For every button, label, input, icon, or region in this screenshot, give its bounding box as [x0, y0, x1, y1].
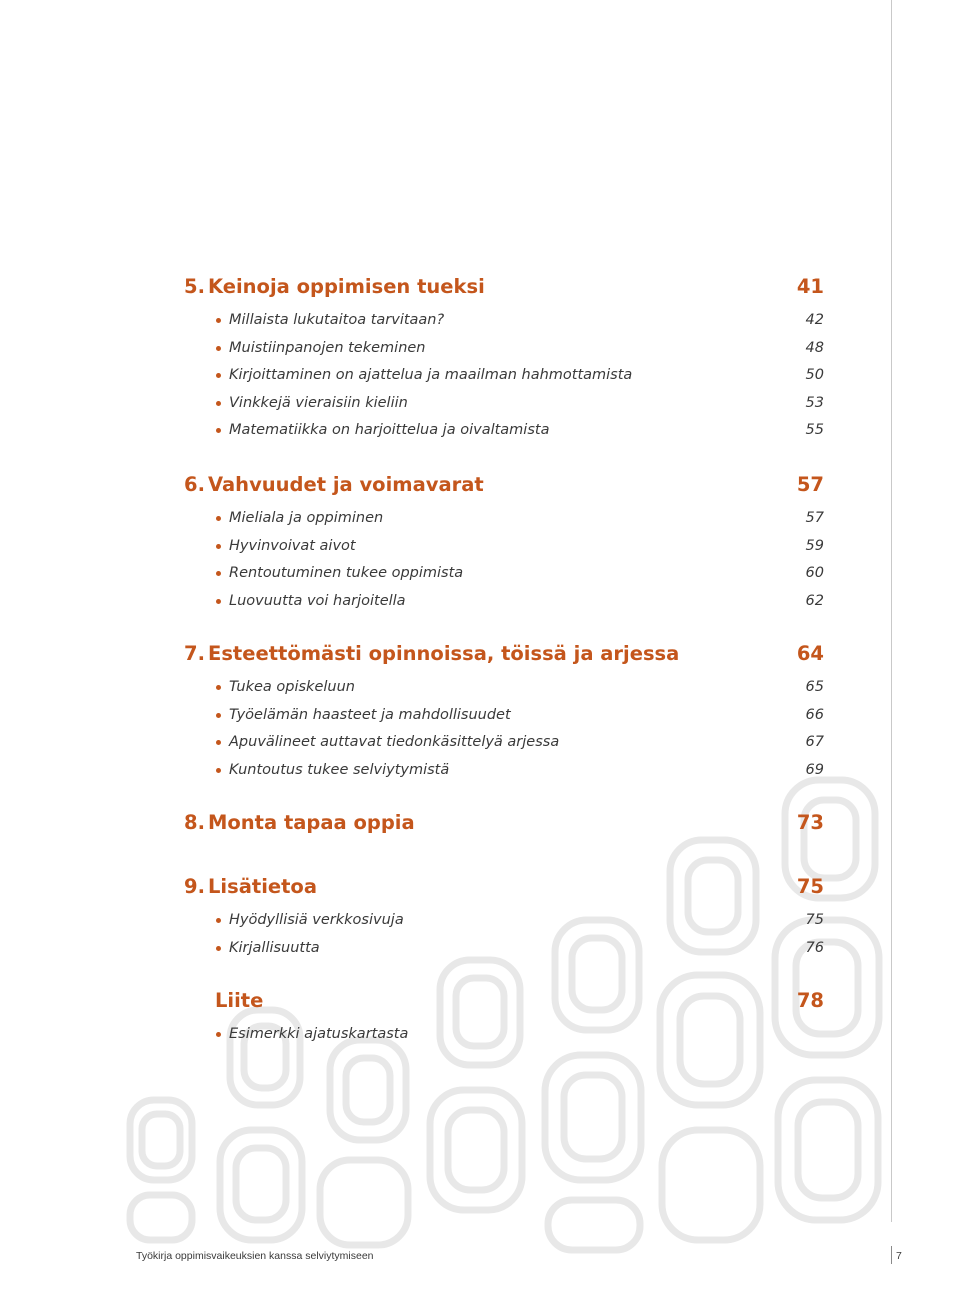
- section-title: Lisätietoa: [208, 875, 317, 898]
- toc-item[interactable]: [216, 936, 824, 960]
- toc-item-label: Työelämän haasteet ja mahdollisuudet: [229, 706, 511, 723]
- toc-item-page-number: 67: [805, 734, 824, 750]
- toc-item-label: Luovuutta voi harjoitella: [229, 592, 406, 609]
- toc-item-label: Kirjoittaminen on ajattelua ja maailman hahmottamista: [229, 367, 633, 383]
- toc-item[interactable]: [216, 308, 824, 332]
- toc-item-label: Apuvälineet auttavat tiedonkäsittelyä arjessa: [229, 734, 560, 750]
- bullet-icon: [216, 516, 221, 521]
- section-title: Keinoja oppimisen tueksi: [208, 275, 485, 298]
- toc-item[interactable]: [216, 908, 824, 932]
- toc-item-page-number: 57: [805, 510, 824, 526]
- toc-item[interactable]: [216, 675, 824, 699]
- toc-item-label: Vinkkejä vieraisiin kieliin: [229, 394, 408, 411]
- section-number: 8.: [184, 811, 205, 834]
- bullet-icon: [216, 428, 221, 433]
- toc-item-page-number: 50: [805, 367, 824, 383]
- bullet-icon: [216, 346, 221, 351]
- bullet-icon: [216, 1032, 221, 1037]
- toc-item-page-number: 53: [805, 394, 824, 411]
- toc-item[interactable]: [216, 336, 824, 360]
- section-number: 7.: [184, 642, 205, 665]
- toc-item[interactable]: [216, 363, 824, 387]
- section-heading[interactable]: [184, 470, 824, 500]
- bullet-icon: [216, 401, 221, 406]
- toc-item[interactable]: [216, 418, 824, 442]
- toc-item[interactable]: [216, 391, 824, 415]
- toc-item-page-number: 76: [805, 939, 824, 956]
- section-heading[interactable]: [184, 986, 824, 1016]
- toc-item-label: Rentoutuminen tukee oppimista: [229, 565, 464, 581]
- toc-item[interactable]: [216, 561, 824, 585]
- toc-item-label: Hyvinvoivat aivot: [229, 537, 356, 554]
- footer-title: Työkirja oppimisvaikeuksien kanssa selviytymiseen: [136, 1250, 374, 1262]
- toc-item-page-number: 75: [805, 912, 824, 928]
- toc-item-page-number: 48: [805, 339, 824, 356]
- section-heading[interactable]: [184, 639, 824, 669]
- section-heading[interactable]: [184, 272, 824, 302]
- section-title: Monta tapaa oppia: [208, 811, 415, 834]
- footer-page-number: 7: [896, 1250, 902, 1262]
- toc-item[interactable]: [216, 758, 824, 782]
- toc-item[interactable]: [216, 534, 824, 558]
- bullet-icon: [216, 713, 221, 718]
- section-title: Vahvuudet ja voimavarat: [208, 473, 484, 496]
- section-title: Liite: [215, 989, 264, 1012]
- toc-item-label: Kirjallisuutta: [229, 939, 320, 956]
- toc-item-page-number: 69: [805, 761, 824, 778]
- bullet-icon: [216, 571, 221, 576]
- section-number: 5.: [184, 275, 205, 298]
- toc-item-label: Millaista lukutaitoa tarvitaan?: [229, 312, 445, 328]
- footer-divider: [891, 1246, 892, 1264]
- toc-item-page-number: 42: [805, 312, 824, 328]
- toc-item[interactable]: [216, 703, 824, 727]
- toc-item-page-number: 62: [805, 592, 824, 609]
- toc-item-label: Muistiinpanojen tekeminen: [229, 339, 426, 356]
- toc-item-page-number: 59: [805, 537, 824, 554]
- toc-item-page-number: 66: [805, 706, 824, 723]
- bullet-icon: [216, 946, 221, 951]
- section-heading[interactable]: [184, 872, 824, 902]
- section-page-number: 64: [796, 642, 824, 665]
- toc-item-page-number: 55: [805, 422, 824, 438]
- section-title: Esteettömästi opinnoissa, töissä ja arjessa: [208, 642, 680, 665]
- toc-item[interactable]: [216, 1022, 824, 1046]
- toc-item[interactable]: [216, 730, 824, 754]
- bullet-icon: [216, 544, 221, 549]
- toc-item-label: Hyödyllisiä verkkosivuja: [229, 912, 404, 928]
- bullet-icon: [216, 768, 221, 773]
- section-page-number: 75: [796, 875, 824, 898]
- toc-item-label: Tukea opiskeluun: [229, 679, 355, 695]
- toc-item[interactable]: [216, 506, 824, 530]
- bullet-icon: [216, 373, 221, 378]
- toc-item-label: Mieliala ja oppiminen: [229, 510, 384, 526]
- bullet-icon: [216, 685, 221, 690]
- bullet-icon: [216, 599, 221, 604]
- toc-item-label: Matematiikka on harjoittelua ja oivaltamista: [229, 422, 550, 438]
- section-heading[interactable]: [184, 808, 824, 838]
- toc-item-page-number: 65: [805, 679, 824, 695]
- section-number: 9.: [184, 875, 205, 898]
- section-page-number: 78: [796, 989, 824, 1012]
- bullet-icon: [216, 918, 221, 923]
- section-page-number: 41: [796, 275, 824, 298]
- section-page-number: 57: [796, 473, 824, 496]
- toc-item-label: Kuntoutus tukee selviytymistä: [229, 761, 450, 778]
- section-page-number: 73: [796, 811, 824, 834]
- bullet-icon: [216, 318, 221, 323]
- toc-item-page-number: 60: [805, 565, 824, 581]
- toc-item[interactable]: [216, 589, 824, 613]
- section-number: 6.: [184, 473, 205, 496]
- bullet-icon: [216, 740, 221, 745]
- toc-item-label: Esimerkki ajatuskartasta: [229, 1026, 409, 1042]
